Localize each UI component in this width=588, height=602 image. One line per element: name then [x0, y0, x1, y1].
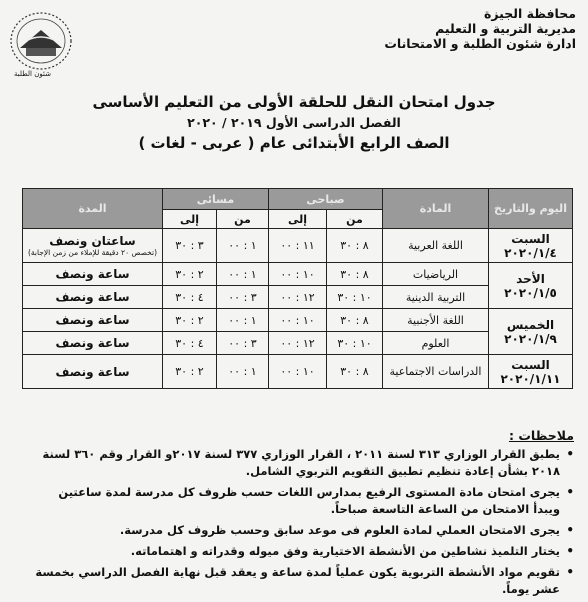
- evening-from-cell: ٣ : ٠٠: [217, 332, 269, 355]
- directorate-text: مديرية التربية و التعليم: [435, 21, 576, 36]
- evening-to-cell: ٤ : ٣٠: [163, 286, 217, 309]
- evening-from-cell: ١ : ٠٠: [217, 263, 269, 286]
- note-item: • يجرى الامتحان العملي لمادة العلوم فى موعد سابق وحسب ظروف كل مدرسة.: [34, 522, 574, 539]
- evening-to-cell: ٢ : ٣٠: [163, 355, 217, 389]
- morning-to-cell: ١٠ : ٠٠: [269, 309, 327, 332]
- morning-to-cell: ١٠ : ٠٠: [269, 355, 327, 389]
- header-subject: المادة: [383, 189, 489, 229]
- notes-list: [34, 446, 574, 602]
- day-date-cell: الأحد ٢٠٢٠/١/٥: [489, 263, 573, 309]
- main-title: جدول امتحان النقل للحلقة الأولى من التعليم الأساسى: [92, 93, 496, 111]
- document-titles: [0, 92, 588, 153]
- subject-cell: اللغة الأجنبية: [383, 309, 489, 332]
- subject-cell: الدراسات الاجتماعية: [383, 355, 489, 389]
- header-duration: المدة: [23, 189, 163, 229]
- morning-from-cell: ٨ : ٣٠: [327, 263, 383, 286]
- department-logo: [8, 10, 74, 72]
- morning-from-cell: ١٠ : ٣٠: [327, 332, 383, 355]
- subject-cell: العلوم: [383, 332, 489, 355]
- table-row: [23, 309, 573, 332]
- header-day-date: اليوم والتاريخ: [489, 189, 573, 229]
- duration-note: (تخصص ٢٠ دقيقة للإملاء من زمن الإجابة): [27, 248, 158, 257]
- term-title: الفصل الدراسى الأول ٢٠١٩ / ٢٠٢٠: [187, 115, 401, 130]
- evening-from-cell: ١ : ٠٠: [217, 229, 269, 263]
- duration-cell: ساعة ونصف: [23, 355, 163, 389]
- evening-to-cell: ٣ : ٣٠: [163, 229, 217, 263]
- subject-cell: التربية الدينية: [383, 286, 489, 309]
- header-evening-from: من: [217, 210, 269, 229]
- evening-from-cell: ١ : ٠٠: [217, 355, 269, 389]
- duration-cell: ساعتان ونصف (تخصص ٢٠ دقيقة للإملاء من زمن الإجابة): [23, 229, 163, 263]
- logo-caption: شئون الطلبة: [14, 70, 51, 78]
- note-item: • يطبق القرار الوزاري ٣١٣ لسنة ٢٠١١ ، القرار الوزاري ٣٧٧ لسنة ٢٠١٧و القرار وقم ٣٦٠ لسنة ٢٠١٨ بشأن إعادة تنظيم تطبيق التقويم التربوي الشامل.: [34, 446, 574, 480]
- day-date-cell: الخميس ٢٠٢٠/١/٩: [489, 309, 573, 355]
- header-evening: مسائى: [163, 189, 269, 210]
- table-row: [23, 229, 573, 263]
- morning-from-cell: ٨ : ٣٠: [327, 355, 383, 389]
- table-row: [23, 355, 573, 389]
- duration-cell: ساعة ونصف: [23, 263, 163, 286]
- evening-to-cell: ٢ : ٣٠: [163, 263, 217, 286]
- subject-cell: الرياضيات: [383, 263, 489, 286]
- notes-heading: ملاحظات :: [508, 428, 574, 443]
- grade-title: الصف الرابع الأبتدائى عام ( عربى - لغات ): [138, 134, 450, 152]
- duration-cell: ساعة ونصف: [23, 286, 163, 309]
- morning-from-cell: ٨ : ٣٠: [327, 229, 383, 263]
- morning-to-cell: ١٢ : ٠٠: [269, 332, 327, 355]
- evening-from-cell: ١ : ٠٠: [217, 309, 269, 332]
- header-morning-from: من: [327, 210, 383, 229]
- morning-to-cell: ١٢ : ٠٠: [269, 286, 327, 309]
- morning-to-cell: ١٠ : ٠٠: [269, 263, 327, 286]
- subject-cell: اللغة العربية: [383, 229, 489, 263]
- day-date-cell: السبت ٢٠٢٠/١/١١: [489, 355, 573, 389]
- header-morning-to: إلى: [269, 210, 327, 229]
- morning-from-cell: ١٠ : ٣٠: [327, 286, 383, 309]
- note-item: • يختار التلميذ نشاطين من الأنشطة الاختيارية وفق ميوله وقدراته و اهتماماته.: [34, 543, 574, 560]
- note-item: • يجرى امتحان مادة المستوى الرفيع بمدارس اللغات حسب ظروف كل مدرسة لمدة ساعتين ويبدأ الامتحان من الساعة التاسعة صباحاً.: [34, 484, 574, 518]
- evening-from-cell: ٣ : ٠٠: [217, 286, 269, 309]
- day-date-cell: السبت ٢٠٢٠/١/٤: [489, 229, 573, 263]
- evening-to-cell: ٢ : ٣٠: [163, 309, 217, 332]
- table-row: [23, 263, 573, 286]
- morning-to-cell: ١١ : ٠٠: [269, 229, 327, 263]
- duration-cell: ساعة ونصف: [23, 332, 163, 355]
- governorate-text: محافظة الجيزة: [484, 6, 576, 21]
- evening-to-cell: ٤ : ٣٠: [163, 332, 217, 355]
- ministry-header: [366, 6, 576, 51]
- schedule-table-wrapper: [22, 188, 572, 389]
- duration-cell: ساعة ونصف: [23, 309, 163, 332]
- header-morning: صباحى: [269, 189, 383, 210]
- department-text: ادارة شئون الطلبة و الامتحانات: [384, 36, 576, 51]
- schedule-table: [22, 188, 573, 389]
- header-evening-to: إلى: [163, 210, 217, 229]
- note-item: • تقويم مواد الأنشطة التربوية يكون عملياً لمدة ساعة و يعقد قبل نهاية الفصل الدراسي بخمسة عشر يوماً.: [34, 564, 574, 598]
- morning-from-cell: ٨ : ٣٠: [327, 309, 383, 332]
